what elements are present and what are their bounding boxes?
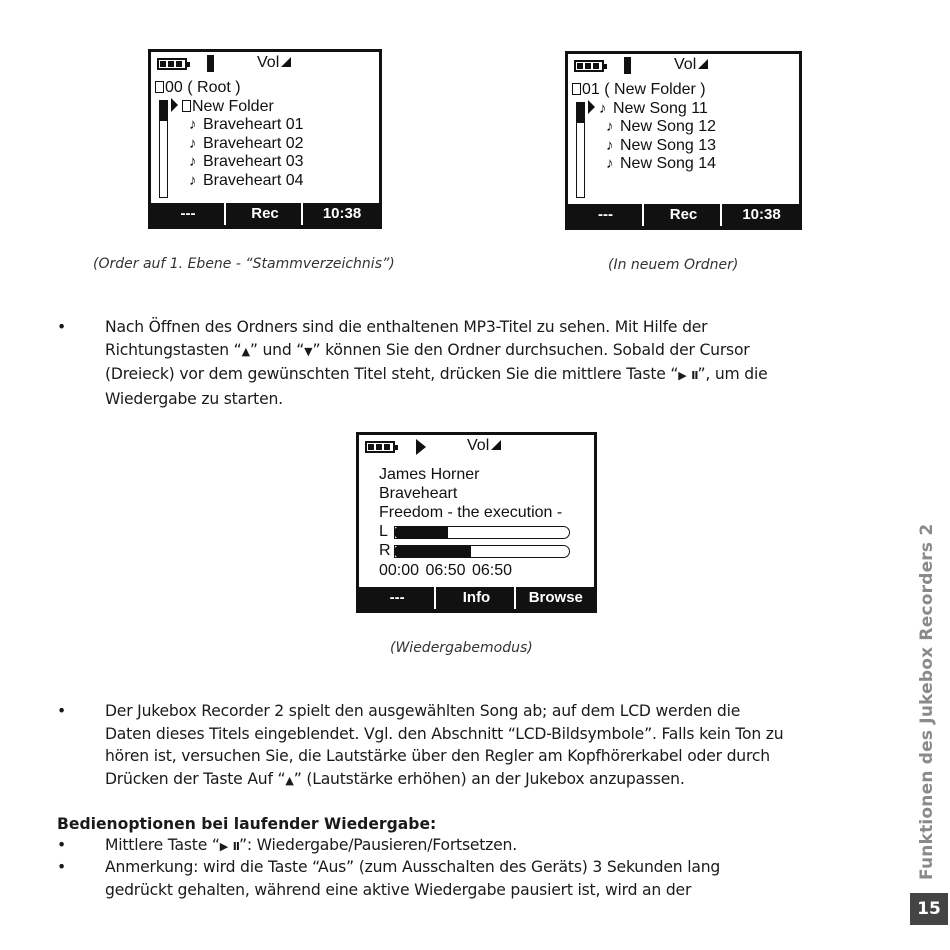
softkey-rec[interactable]: Rec	[647, 204, 722, 226]
album-label: Braveheart	[379, 485, 458, 502]
section-heading: Bedienoptionen bei laufender Wiedergabe:	[57, 815, 437, 833]
text-line: Der Jukebox Recorder 2 spielt den ausgewählten Song ab; auf dem LCD werden die	[105, 702, 741, 720]
text-fragment: Drücken der Taste Auf “	[105, 769, 286, 788]
right-level-fill	[394, 545, 471, 558]
time-total: 06:50	[425, 562, 466, 579]
music-note-icon: ♪	[189, 116, 197, 133]
left-level-meter	[394, 526, 570, 539]
volume-label: Vol	[257, 54, 280, 71]
left-level-row	[379, 523, 388, 541]
up-arrow-icon: ▲	[241, 344, 250, 358]
folder-header	[155, 79, 304, 98]
play-icon: ▶	[219, 840, 228, 853]
softkey-left[interactable]: ---	[360, 587, 436, 609]
list-item[interactable]	[155, 135, 304, 154]
softkey-rec[interactable]: Rec	[229, 203, 303, 225]
paragraph-playback	[105, 700, 905, 792]
list-item-label: Braveheart 03	[203, 153, 304, 170]
text-line: Daten dieses Titels eingeblendet. Vgl. den Abschnitt “LCD-Bildsymbole”. Falls kein Ton zu	[105, 724, 784, 743]
stop-mode-icon	[207, 55, 214, 72]
text-fragment: ” und “	[249, 340, 305, 359]
music-note-icon: ♪	[189, 153, 197, 170]
caption-root: (Order auf 1. Ebene - “Stammverzeichnis”)	[93, 256, 395, 272]
page-number: 15	[910, 893, 948, 925]
list-item-label: New Song 13	[620, 136, 717, 154]
music-note-icon: ♪	[606, 118, 614, 135]
battery-icon	[365, 441, 395, 453]
chapter-side-title: Funktionen des Jukebox Recorders 2	[917, 523, 937, 880]
text-line	[105, 363, 905, 388]
text-fragment: ” (Lautstärke erhöhen) an der Jukebox anzupassen.	[293, 769, 685, 788]
bullet: •	[57, 318, 67, 336]
text-line	[105, 768, 905, 793]
lcd-playback-screen	[356, 432, 597, 613]
artist-label: James Horner	[379, 466, 480, 483]
lcd-status-bar	[572, 57, 795, 77]
left-level-fill	[394, 526, 448, 539]
title-label: Freedom - the execution -	[379, 504, 563, 521]
lcd-status-bar	[155, 55, 375, 75]
time-elapsed: 00:00	[379, 562, 420, 579]
softkey-bar	[359, 587, 594, 610]
folder-icon	[182, 100, 191, 112]
softkey-left[interactable]: ---	[569, 204, 644, 226]
text-fragment: Richtungstasten “	[105, 340, 242, 359]
softkey-clock: 10:38	[742, 206, 781, 223]
right-level-meter	[394, 545, 570, 558]
file-list	[572, 81, 716, 174]
cursor-icon	[171, 98, 178, 112]
caption-folder: (In neuem Ordner)	[608, 257, 739, 273]
list-item[interactable]	[572, 155, 716, 174]
battery-icon	[574, 60, 604, 72]
softkey-info[interactable]: Info	[439, 587, 515, 609]
softkey-browse[interactable]: Browse	[528, 589, 583, 606]
volume-indicator	[467, 437, 501, 455]
music-note-icon: ♪	[606, 155, 614, 172]
music-note-icon: ♪	[606, 136, 614, 154]
time-readout	[379, 562, 512, 580]
text-line: hören ist, versuchen Sie, die Lautstärke über den Regler am Kopfhörerkabel oder durch	[105, 747, 770, 765]
bullet-note	[105, 856, 895, 901]
volume-icon	[491, 440, 501, 450]
right-channel-label: R	[379, 542, 391, 559]
scrollbar[interactable]	[159, 100, 168, 198]
volume-icon	[281, 57, 291, 67]
lcd-status-bar	[363, 438, 590, 458]
list-item[interactable]	[572, 100, 716, 119]
bullet: •	[57, 836, 67, 854]
scrollbar[interactable]	[576, 102, 585, 198]
battery-icon	[157, 58, 187, 70]
list-item[interactable]	[572, 137, 716, 156]
list-item-label: Braveheart 04	[203, 171, 304, 189]
music-note-icon: ♪	[189, 171, 197, 189]
text-fragment: (Dreieck) vor dem gewünschten Titel steht, drücken Sie die mittlere Taste “	[105, 365, 679, 383]
volume-indicator	[674, 56, 708, 74]
list-item[interactable]	[155, 153, 304, 172]
paragraph-browse	[105, 316, 905, 410]
up-arrow-icon: ▲	[285, 773, 294, 787]
list-item[interactable]	[155, 98, 304, 117]
list-item-label: New Song 11	[613, 99, 708, 117]
folder-header-label: 00 ( Root )	[165, 79, 241, 96]
folder-header	[572, 81, 716, 100]
text-line: Nach Öffnen des Ordners sind die enthaltenen MP3-Titel zu sehen. Mit Hilfe der	[105, 318, 708, 336]
text-line	[105, 834, 905, 859]
right-level-row	[379, 542, 391, 560]
text-fragment: ”: Wiedergabe/Pausieren/Fortsetzen.	[238, 836, 517, 854]
folder-header-label: 01 ( New Folder )	[582, 81, 706, 98]
scrollbar-thumb[interactable]	[159, 100, 168, 121]
volume-label: Vol	[674, 56, 697, 73]
text-fragment: Mittlere Taste “	[105, 836, 220, 854]
text-line: gedrückt gehalten, während eine aktive Wiedergabe pausiert ist, wird an der	[105, 880, 692, 899]
folder-icon	[572, 83, 581, 95]
text-line: Anmerkung: wird die Taste “Aus” (zum Ausschalten des Geräts) 3 Sekunden lang	[105, 858, 721, 876]
list-item[interactable]	[155, 116, 304, 135]
play-icon: ▶	[678, 369, 687, 382]
softkey-left[interactable]: ---	[152, 203, 226, 225]
play-mode-icon	[416, 439, 426, 455]
text-line: Wiedergabe zu starten.	[105, 389, 283, 408]
bullet: •	[57, 858, 67, 876]
time-remaining: 06:50	[472, 562, 513, 579]
music-note-icon: ♪	[599, 99, 607, 117]
list-item-label: Braveheart 01	[203, 116, 304, 133]
softkey-clock: 10:38	[322, 205, 362, 222]
file-list	[155, 79, 304, 190]
folder-icon	[155, 81, 164, 93]
caption-playback: (Wiedergabemodus)	[390, 640, 533, 656]
bullet: •	[57, 702, 67, 720]
volume-icon	[698, 59, 708, 69]
text-fragment: ”, um die	[697, 365, 768, 383]
lcd-root-screen	[148, 49, 382, 229]
track-info	[379, 465, 562, 522]
music-note-icon: ♪	[189, 134, 197, 152]
lcd-folder-screen	[565, 51, 802, 230]
softkey-bar	[151, 203, 379, 226]
bullet-middle-key	[105, 834, 905, 859]
cursor-icon	[588, 100, 595, 114]
list-item-label: New Song 12	[620, 118, 717, 135]
list-item[interactable]	[155, 172, 304, 191]
down-arrow-icon: ▼	[304, 344, 313, 358]
pause-icon: II	[691, 369, 698, 382]
softkey-bar	[568, 204, 799, 227]
list-item-label: Braveheart 02	[203, 134, 304, 152]
text-fragment: ” können Sie den Ordner durchsuchen. Sobald der Cursor	[312, 340, 750, 359]
left-channel-label: L	[379, 523, 388, 540]
scrollbar-thumb[interactable]	[576, 102, 585, 123]
text-line	[105, 339, 905, 364]
list-item-label: New Song 14	[620, 155, 717, 172]
volume-indicator	[257, 54, 291, 72]
stop-mode-icon	[624, 57, 631, 74]
pause-icon: II	[232, 840, 239, 853]
list-item-label: New Folder	[192, 97, 274, 115]
list-item[interactable]	[572, 118, 716, 137]
volume-label: Vol	[467, 437, 490, 454]
